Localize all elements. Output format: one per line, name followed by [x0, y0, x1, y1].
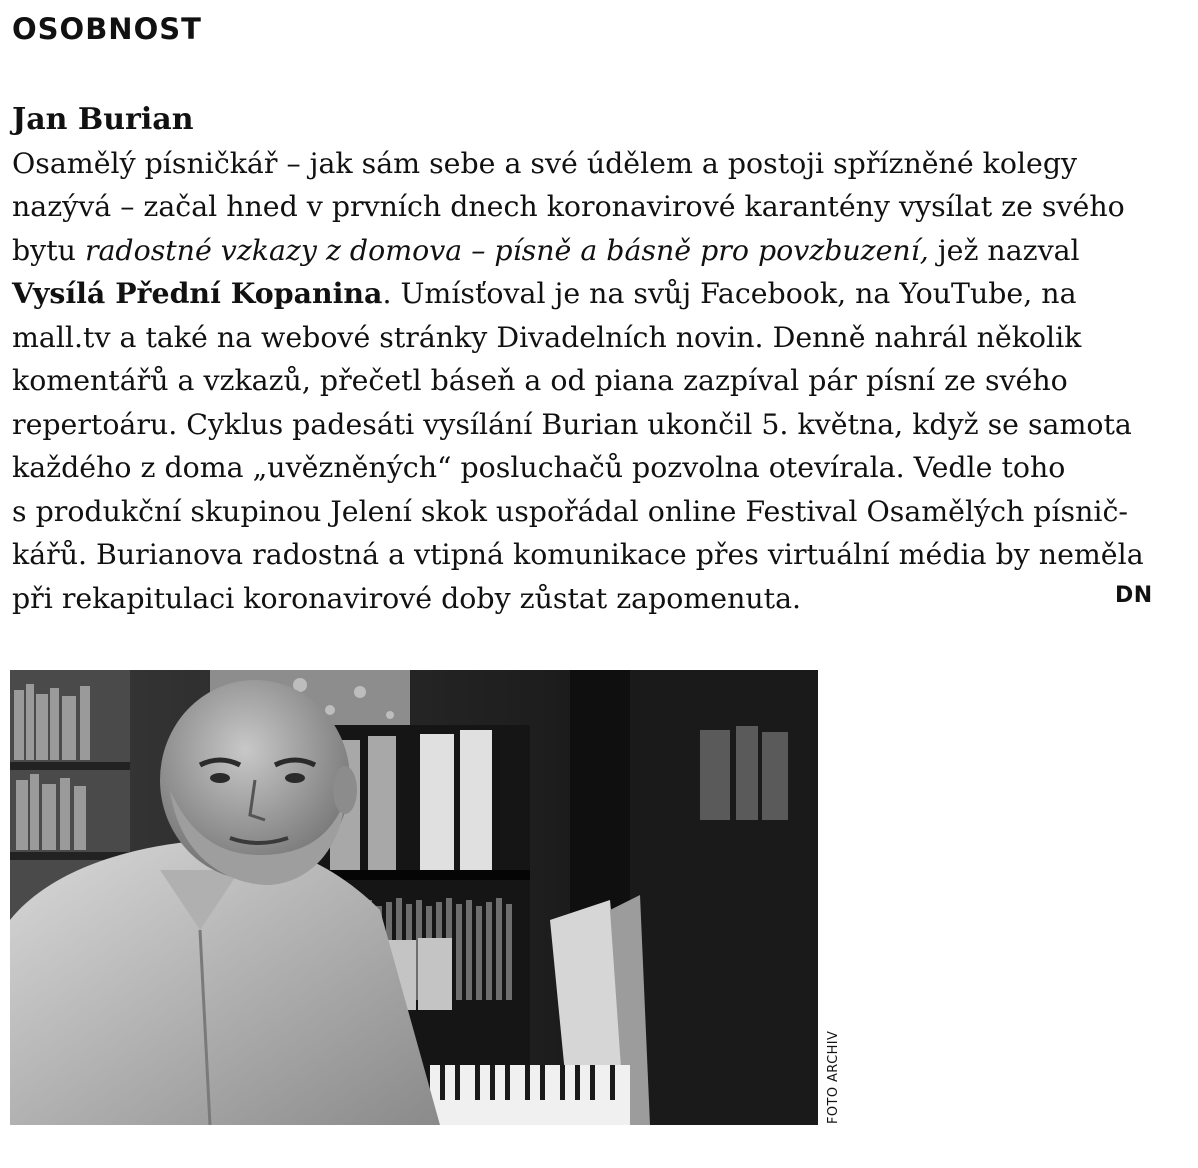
emphasized-text: radostné vzkazy z domova – písně a básně pro povzbuzení,: [84, 233, 929, 267]
article-line: [12, 577, 1182, 621]
portrait-photo: [10, 670, 818, 1125]
article-line: [12, 229, 1182, 273]
article-body: [12, 142, 1182, 621]
section-label: OSOBNOST: [12, 12, 202, 46]
article-line: [12, 403, 1182, 447]
photo-credit: FOTO ARCHIV: [826, 1030, 841, 1124]
body-text: při rekapitulaci koronavirové doby zůstat zapomenuta.: [12, 581, 802, 615]
body-text: nazývá – začal hned v prvních dnech koronavirové karantény vysílat ze svého: [12, 190, 1125, 223]
article-line: [12, 359, 1182, 403]
body-text: kářů. Burianova radostná a vtipná komunikace přes virtuální média by neměla: [12, 538, 1144, 571]
body-text: repertoáru. Cyklus padesáti vysílání Burian ukončil 5. května, když se samota: [12, 407, 1132, 441]
body-text: každého z doma „uvězněných“ posluchačů pozvolna otevírala. Vedle toho: [12, 451, 1066, 484]
body-text: komentářů a vzkazů, přečetl báseň a od piana zazpíval pár písní ze svého: [12, 364, 1068, 397]
article-line: [12, 316, 1182, 360]
author-signature: DN: [1115, 583, 1153, 608]
article-line: [12, 490, 1182, 534]
article-name-heading: Jan Burian: [12, 102, 194, 137]
program-name-text: Vysílá Přední Kopanina: [12, 276, 383, 310]
article-line: [12, 142, 1182, 186]
body-text: mall.tv a také na webové stránky Divadelních novin. Denně nahrál několik: [12, 320, 1082, 354]
article-line: [12, 446, 1182, 490]
article-line: [12, 272, 1182, 316]
body-text: . Umísťoval je na svůj Facebook, na YouTube, na: [382, 277, 1077, 310]
article-line: [12, 533, 1182, 577]
body-text: bytu: [12, 233, 85, 267]
body-text: jež nazval: [928, 233, 1080, 267]
body-text: Osamělý písničkář – jak sám sebe a své údělem a postoji spřízněné kolegy: [12, 146, 1078, 180]
body-text: s produkční skupinou Jelení skok uspořádal online Festival Osamělých písnič-: [12, 494, 1128, 528]
article: [12, 98, 1182, 620]
article-line: [12, 185, 1182, 229]
